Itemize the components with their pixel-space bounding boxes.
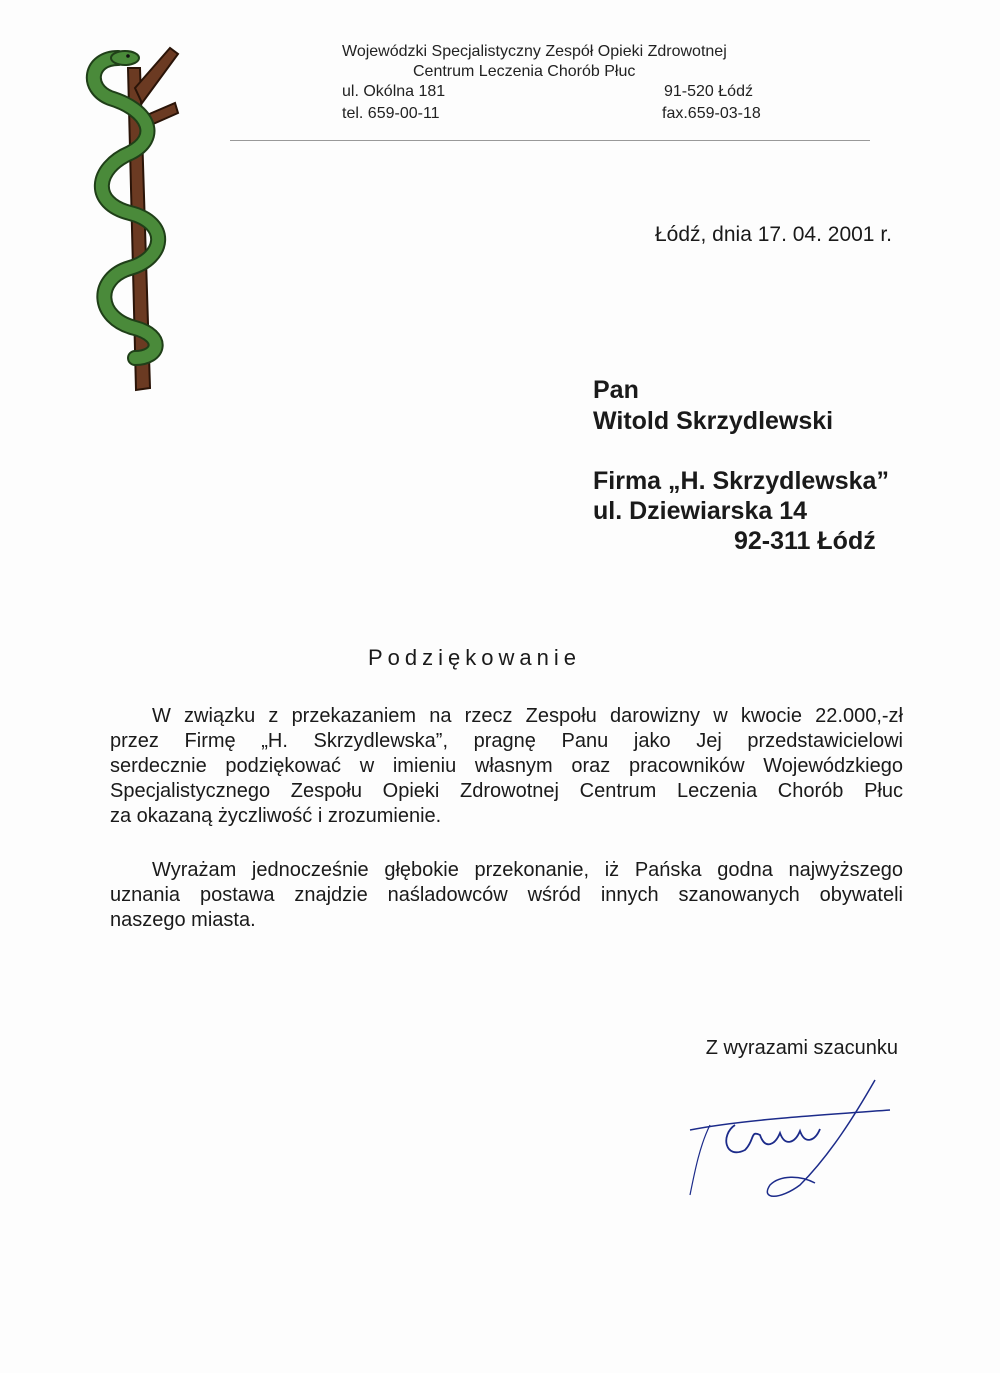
paragraph-line: serdecznie podziękować w imieniu własnym oraz pracowników Wojewódzkiego (110, 755, 903, 777)
recipient-name: Witold Skrzydlewski (593, 407, 834, 435)
body-paragraph-2 (110, 858, 903, 933)
paragraph-line: naszego miasta. (110, 909, 256, 931)
org-phone: tel. 659-00-11 (342, 105, 440, 122)
paragraph-line: Wyrażam jednocześnie głębokie przekonanie, iż Pańska godna najwyższego (152, 859, 903, 881)
recipient-company: Firma „H. Skrzydlewska” (593, 467, 889, 495)
org-name-line2: Centrum Leczenia Chorób Płuc (413, 63, 636, 80)
letter-title: Podziękowanie (368, 645, 581, 670)
paragraph-line: uznania postawa znajdzie naśladowców wśród innych szanowanych obywateli (110, 884, 903, 906)
paragraph-line: za okazaną życzliwość i zrozumienie. (110, 805, 442, 827)
letter-date: Łódź, dnia 17. 04. 2001 r. (654, 223, 892, 246)
org-street: ul. Okólna 181 (342, 83, 446, 100)
recipient-street: ul. Dziewiarska 14 (593, 497, 808, 525)
body-paragraph-1 (110, 704, 903, 829)
paragraph-line: przez Firmę „H. Skrzydlewska”, pragnę Panu jako Jej przedstawicielowi (110, 730, 903, 752)
org-name-line1: Wojewódzki Specjalistyczny Zespół Opieki Zdrowotnej (342, 43, 727, 60)
paragraph-line: Specjalistycznego Zespołu Opieki Zdrowotnej Centrum Leczenia Chorób Płuc (110, 780, 903, 802)
staff-and-snake-logo (80, 28, 190, 398)
handwritten-signature (680, 1075, 900, 1205)
org-postal: 91-520 Łódź (664, 83, 753, 100)
recipient-salutation: Pan (593, 376, 639, 404)
header-divider (230, 140, 870, 141)
org-fax: fax.659-03-18 (662, 105, 761, 122)
closing-phrase: Z wyrazami szacunku (705, 1037, 898, 1059)
paragraph-line: W związku z przekazaniem na rzecz Zespołu darowizny w kwocie 22.000,-zł (152, 705, 903, 727)
recipient-city: 92-311 Łódź (734, 527, 876, 555)
